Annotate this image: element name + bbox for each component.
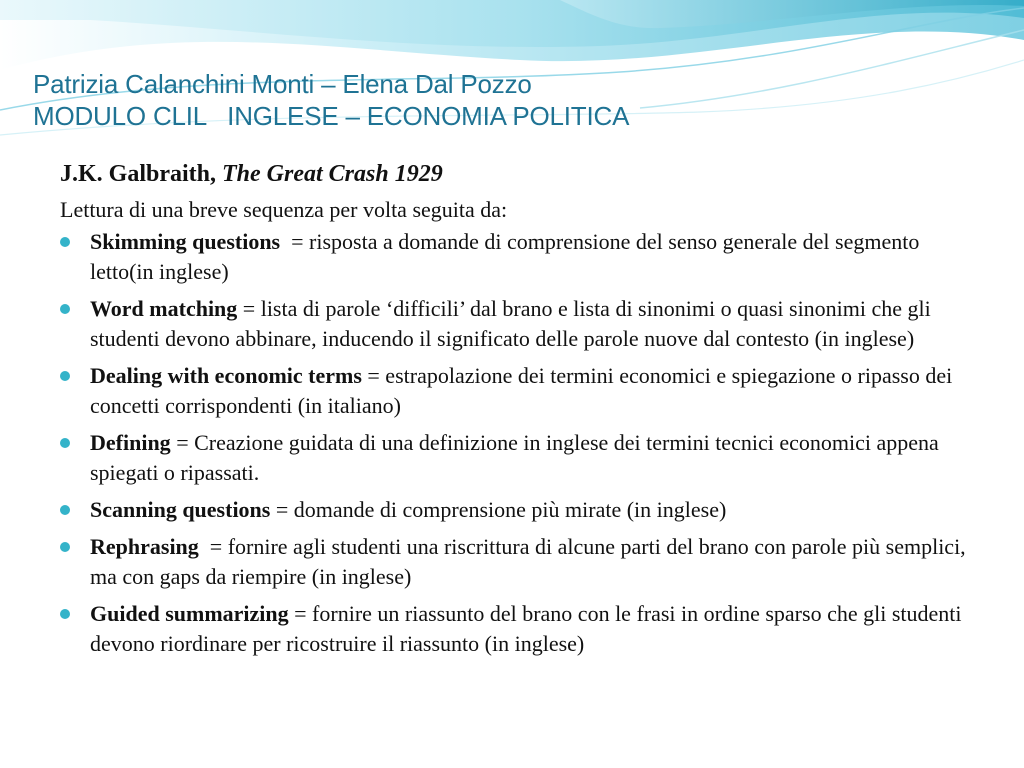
activity-term: Skimming questions xyxy=(90,229,286,254)
list-item xyxy=(60,495,980,525)
activity-term: Dealing with economic terms xyxy=(90,363,362,388)
activity-description: = Creazione guidata di una definizione in inglese dei termini tecnici economici appena spiegati o ripassati. xyxy=(90,430,939,485)
bullet-dot-icon xyxy=(60,304,70,314)
activity-term: Rephrasing xyxy=(90,534,205,559)
activity-term: Guided summarizing xyxy=(90,601,289,626)
activity-description: = fornire agli studenti una riscrittura di alcune parti del brano con parole più semplici, ma con gaps da riempire (in inglese) xyxy=(90,534,966,589)
activity-description: = lista di parole ‘difficili’ dal brano e lista di sinonimi o quasi sinonimi che gli studenti devono abbinare, inducendo il significato delle parole nuove dal contesto (in inglese) xyxy=(90,296,931,351)
activity-description: = fornire un riassunto del brano con le frasi in ordine sparso che gli studenti devono riordinare per ricostruire il riassunto (in inglese) xyxy=(90,601,962,656)
list-item xyxy=(60,428,980,488)
activity-description: = risposta a domande di comprensione del senso generale del segmento letto(in inglese) xyxy=(90,229,920,284)
activity-term: Word matching xyxy=(90,296,238,321)
bullet-dot-icon xyxy=(60,371,70,381)
list-item xyxy=(60,361,980,421)
intro-text: Lettura di una breve sequenza per volta seguita da: xyxy=(60,197,508,222)
activity-term: Scanning questions xyxy=(90,497,271,522)
bullet-dot-icon xyxy=(60,609,70,619)
bullet-dot-icon xyxy=(60,438,70,448)
book-author: J.K. Galbraith, xyxy=(60,161,223,187)
slide-title xyxy=(33,68,993,132)
list-item xyxy=(60,227,980,287)
list-item xyxy=(60,532,980,592)
list-item xyxy=(60,599,980,659)
title-authors: Patrizia Calanchini Monti – Elena Dal Pozzo xyxy=(33,69,532,99)
activity-description: = domande di comprensione più mirate (in inglese) xyxy=(270,497,727,522)
list-item xyxy=(60,294,980,354)
slide-body xyxy=(60,157,980,666)
bullet-dot-icon xyxy=(60,542,70,552)
book-reference xyxy=(60,157,980,191)
book-title: The Great Crash 1929 xyxy=(222,161,443,187)
bullet-dot-icon xyxy=(60,505,70,515)
bullet-dot-icon xyxy=(60,237,70,247)
title-module: MODULO CLIL INGLESE – ECONOMIA POLITICA xyxy=(33,101,630,131)
activity-description: = estrapolazione dei termini economici e spiegazione o ripasso dei concetti corrispondenti (in italiano) xyxy=(90,363,953,418)
activity-list xyxy=(60,227,980,659)
activity-term: Defining xyxy=(90,430,171,455)
